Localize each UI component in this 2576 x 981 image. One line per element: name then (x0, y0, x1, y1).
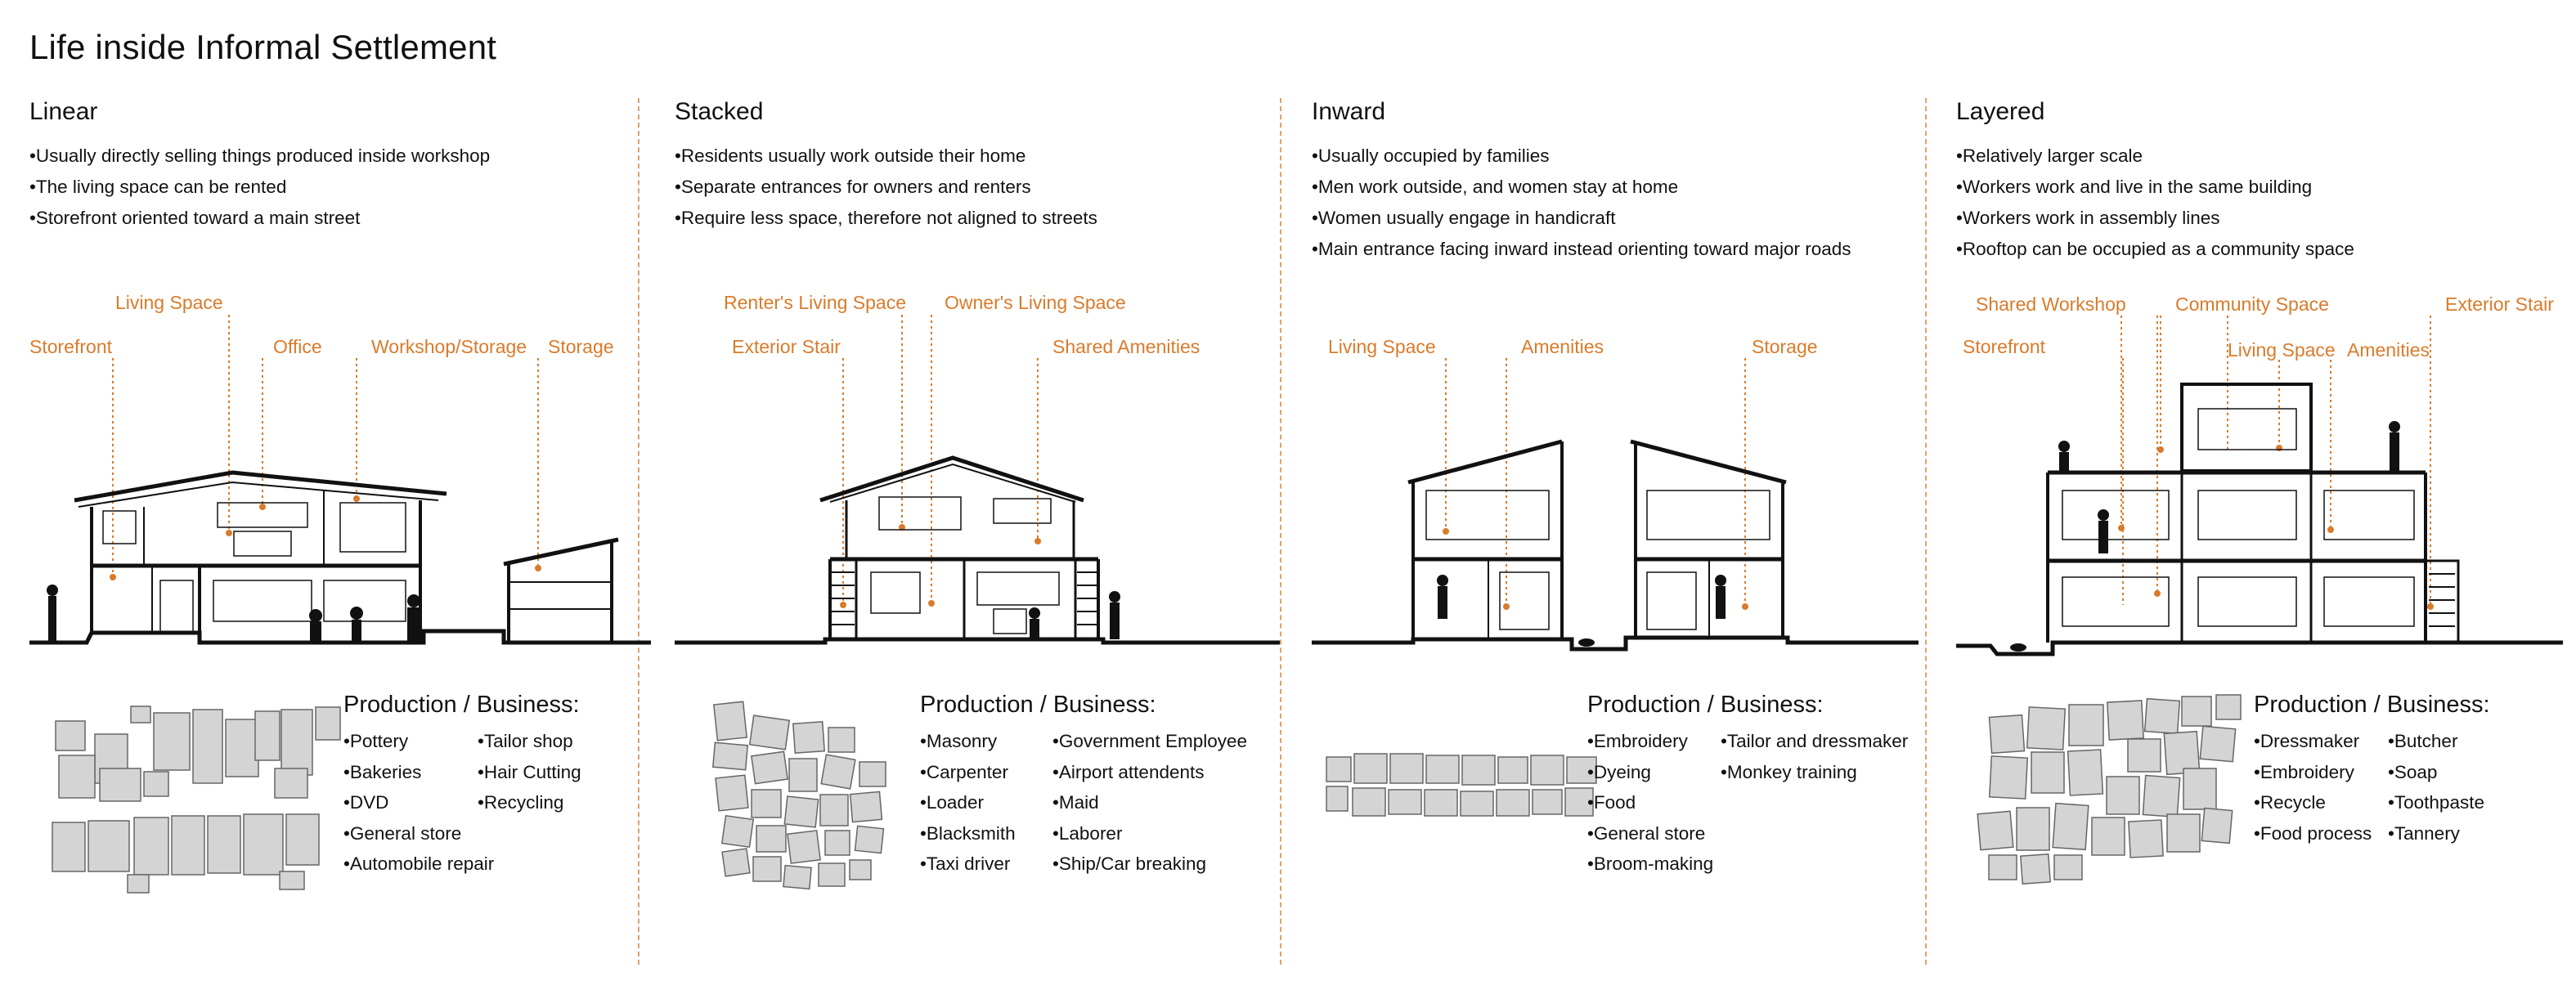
production-item: • Blacksmith (920, 818, 1016, 849)
label-storage: Storage (1752, 336, 1818, 357)
label-storefront: Storefront (29, 336, 112, 357)
production-list-2 (478, 726, 581, 818)
section-layered (1956, 0, 2576, 981)
bullet-item: • Workers work and live in the same building (1956, 172, 2354, 203)
label-exterior-stair: Exterior Stair (732, 336, 841, 357)
bullet-item: • Relatively larger scale (1956, 141, 2354, 172)
production-item: • Monkey training (1721, 757, 1908, 788)
bullet-item: • Require less space, therefore not aligned to streets (675, 203, 1097, 234)
production-item: • Dyeing (1587, 757, 1713, 788)
production-title: Production / Business: (2254, 692, 2490, 718)
production-list-1 (343, 726, 494, 880)
production-item: • Ship/Car breaking (1052, 849, 1247, 880)
label-living-space: Living Space (2228, 339, 2336, 361)
production-item: • Carpenter (920, 757, 1016, 788)
production-item: • General store (1587, 818, 1713, 849)
bullet-item: • Rooftop can be occupied as a community space (1956, 234, 2354, 265)
production-item: • Maid (1052, 787, 1247, 818)
production-list-2 (1721, 726, 1908, 787)
production-item: • Dressmaker (2254, 726, 2372, 757)
production-item: • Loader (920, 787, 1016, 818)
production-item: • Butcher (2388, 726, 2484, 757)
production-item: • Embroidery (2254, 757, 2372, 788)
production-list-2 (1052, 726, 1247, 880)
production-item: • Toothpaste (2388, 787, 2484, 818)
production-item: • Pottery (343, 726, 494, 757)
section-title: Inward (1312, 98, 1386, 125)
label-exterior-stair: Exterior Stair (2445, 293, 2554, 315)
production-item: • Food (1587, 787, 1713, 818)
section-inward (1312, 0, 1958, 981)
label-living-space: Living Space (1328, 336, 1436, 357)
production-list-1 (920, 726, 1016, 880)
production-item: • Laborer (1052, 818, 1247, 849)
label-amenities: Amenities (1521, 336, 1604, 357)
production-item: • Tailor and dressmaker (1721, 726, 1908, 757)
production-item: • Hair Cutting (478, 757, 581, 788)
section-title: Stacked (675, 98, 764, 125)
production-item: • Automobile repair (343, 849, 494, 880)
production-item: • DVD (343, 787, 494, 818)
label-workshop-storage: Workshop/Storage (371, 336, 527, 357)
production-item: • Airport attendents (1052, 757, 1247, 788)
label-shared-workshop: Shared Workshop (1976, 293, 2126, 315)
bullet-item: • Usually occupied by families (1312, 141, 1851, 172)
label-amenities: Amenities (2347, 339, 2430, 361)
production-item: • Tailor shop (478, 726, 581, 757)
production-item: • Government Employee (1052, 726, 1247, 757)
production-item: • Embroidery (1587, 726, 1713, 757)
bullet-item: • Usually directly selling things produced inside workshop (29, 141, 490, 172)
production-item: • Taxi driver (920, 849, 1016, 880)
production-item: • Recycling (478, 787, 581, 818)
label-office: Office (273, 336, 322, 357)
bullet-item: • Workers work in assembly lines (1956, 203, 2354, 234)
section-linear (29, 0, 675, 981)
label-storefront: Storefront (1963, 336, 2045, 357)
bullet-item: • Storefront oriented toward a main street (29, 203, 490, 234)
production-list-1 (1587, 726, 1713, 880)
label-renters-living-space: Renter's Living Space (724, 292, 907, 313)
section-title: Linear (29, 98, 98, 125)
production-item: • Masonry (920, 726, 1016, 757)
bullet-item: • The living space can be rented (29, 172, 490, 203)
production-title: Production / Business: (1587, 692, 1824, 718)
production-item: • Tannery (2388, 818, 2484, 849)
section-title: Layered (1956, 98, 2045, 125)
production-item: • Soap (2388, 757, 2484, 788)
section-stacked (675, 0, 1321, 981)
page-title: Life inside Informal Settlement (29, 28, 497, 66)
production-item: • Broom-making (1587, 849, 1713, 880)
production-list-2 (2388, 726, 2484, 849)
label-living-space: Living Space (115, 292, 223, 313)
bullet-item: • Women usually engage in handicraft (1312, 203, 1851, 234)
production-item: • Bakeries (343, 757, 494, 788)
production-title: Production / Business: (343, 692, 580, 718)
production-list-1 (2254, 726, 2372, 849)
label-storage: Storage (548, 336, 614, 357)
bullet-item: • Main entrance facing inward instead orienting toward major roads (1312, 234, 1851, 265)
label-community-space: Community Space (2175, 293, 2329, 315)
bullet-item: • Separate entrances for owners and renters (675, 172, 1097, 203)
bullet-item: • Men work outside, and women stay at home (1312, 172, 1851, 203)
bullet-item: • Residents usually work outside their home (675, 141, 1097, 172)
production-item: • Food process (2254, 818, 2372, 849)
production-item: • General store (343, 818, 494, 849)
production-title: Production / Business: (920, 692, 1156, 718)
label-owners-living-space: Owner's Living Space (945, 292, 1126, 313)
production-item: • Recycle (2254, 787, 2372, 818)
label-shared-amenities: Shared Amenities (1052, 336, 1200, 357)
